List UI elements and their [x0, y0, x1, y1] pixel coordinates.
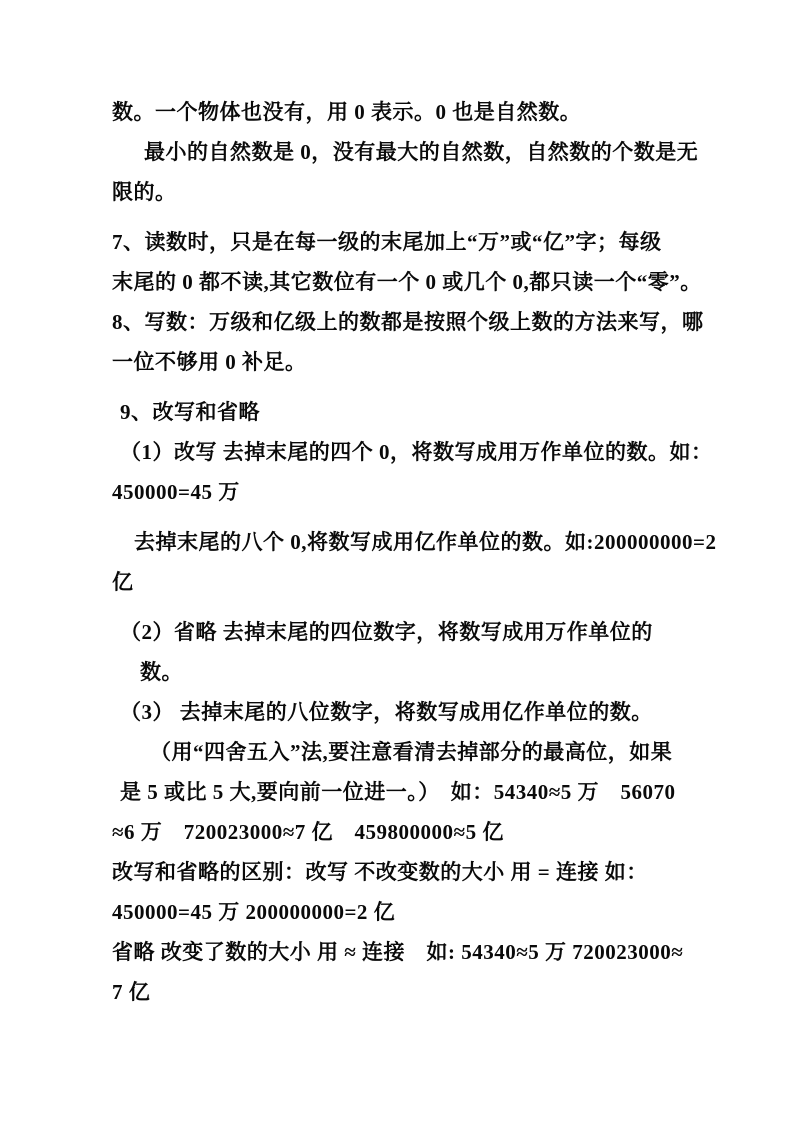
- text-line: 是 5 或比 5 大,要向前一位进一。） 如：54340≈5 万 56070: [120, 780, 676, 804]
- text-line: 最小的自然数是 0，没有最大的自然数，自然数的个数是无: [144, 140, 699, 164]
- text-line: 一位不够用 0 补足。: [112, 350, 307, 374]
- text-line: 数。: [140, 660, 183, 684]
- text-line: （3） 去掉末尾的八位数字，将数写成用亿作单位的数。: [120, 700, 653, 724]
- document-content: [112, 92, 717, 1012]
- text-line: 450000=45 万 200000000=2 亿: [112, 900, 396, 924]
- text-line: 数。一个物体也没有，用 0 表示。0 也是自然数。: [112, 100, 582, 124]
- text-line: 亿: [112, 570, 134, 594]
- text-line: （2）省略 去掉末尾的四位数字，将数写成用万作单位的: [120, 620, 653, 644]
- text-line: 7、读数时，只是在每一级的末尾加上“万”或“亿”字；每级: [112, 230, 662, 254]
- text-line: 7 亿: [112, 980, 151, 1004]
- text-line: ≈6 万 720023000≈7 亿 459800000≈5 亿: [112, 820, 504, 844]
- text-line: 限的。: [112, 180, 177, 204]
- text-line: 末尾的 0 都不读,其它数位有一个 0 或几个 0,都只读一个“零”。: [112, 270, 702, 294]
- text-line: 省略 改变了数的大小 用 ≈ 连接 如: 54340≈5 万 720023000≈: [112, 940, 684, 964]
- text-line: （用“四舍五入”法,要注意看清去掉部分的最高位，如果: [150, 740, 673, 764]
- text-line: 450000=45 万: [112, 480, 240, 504]
- text-line: 改写和省略的区别：改写 不改变数的大小 用 = 连接 如：: [112, 860, 648, 884]
- text-line: 9、改写和省略: [120, 400, 260, 424]
- text-line: 8、写数：万级和亿级上的数都是按照个级上数的方法来写，哪: [112, 310, 704, 334]
- text-line: （1）改写 去掉末尾的四个 0，将数写成用万作单位的数。如：: [120, 440, 713, 464]
- text-line: 去掉末尾的八个 0,将数写成用亿作单位的数。如:200000000=2: [134, 530, 717, 554]
